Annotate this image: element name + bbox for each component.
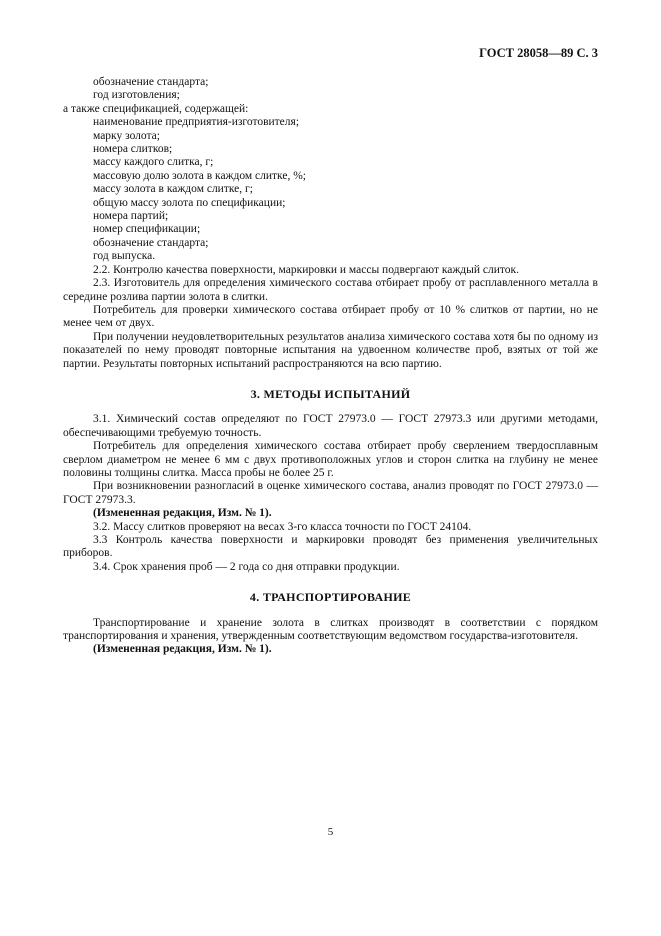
spec-item: массу золота в каждом слитке, г; [93, 183, 253, 196]
spec-item: год выпуска. [93, 250, 156, 263]
spec-item: номера слитков; [93, 143, 173, 156]
spec-item: номера партий; [93, 210, 169, 223]
paragraph-3-2: 3.2. Массу слитков проверяют на весах 3-го класса точности по ГОСТ 24104. [93, 520, 472, 533]
paragraph-2-2: 2.2. Контролю качества поверхности, маркировки и массы подвергают каждый слиток. [93, 263, 519, 276]
paragraph-drilling: Потребитель для определения химического состава отбирает пробу сверлением твердосплавным сверлом диаметром не менее 6 мм с двух противоположных углов и сторон слитка на глубину не менее половины толщины слитка. Масса пробы не более 25 г. [63, 440, 598, 479]
spec-item: обозначение стандарта; [93, 236, 209, 249]
paragraph-2-3: 2.3. Изготовитель для определения химического состава отбирает пробу от расплавленного металла в середине розлива партии золота в слитки. [63, 277, 598, 303]
document-body [63, 76, 598, 657]
section-title-test-methods: 3. МЕТОДЫ ИСПЫТАНИЙ [250, 386, 411, 401]
spec-item: наименование предприятия-изготовителя; [93, 116, 300, 129]
paragraph-disagreement: При возникновении разногласий в оценке химического состава, анализ проводят по ГОСТ 27973.0 — ГОСТ 27973.3. [63, 480, 598, 506]
paragraph-transportation: Транспортирование и хранение золота в слитках производят в соответствии с порядком транспортирования и хранения, утвержденным соответствующим ведомством государства-изготовителя. [63, 616, 598, 643]
spec-item: марку золота; [93, 129, 160, 142]
spec-item: номер спецификации; [93, 223, 201, 236]
paragraph-3-4: 3.4. Срок хранения проб — 2 года со дня отправки продукции. [93, 560, 400, 573]
paragraph-retest: При получении неудовлетворительных результатов анализа химического состава хотя бы по одному из показателей по нему проводят повторные испытания на удвоенном количестве проб, взятых от той же партии. Результаты повторных испытаний распространяются на всю партию. [63, 330, 598, 370]
list-item: год изготовления; [93, 89, 180, 102]
spec-intro: а также спецификацией, содержащей: [63, 102, 249, 115]
amendment-note: (Измененная редакция, Изм. № 1). [93, 643, 272, 656]
page-number: 5 [327, 826, 334, 838]
paragraph-3-3: 3.3 Контроль качества поверхности и маркировки проводят без применения увеличительных приборов. [63, 534, 598, 560]
section-title-transportation: 4. ТРАНСПОРТИРОВАНИЕ [249, 590, 412, 605]
spec-item: массовую долю золота в каждом слитке, %; [93, 169, 306, 182]
spec-item: общую массу золота по спецификации; [93, 196, 286, 209]
spec-item: массу каждого слитка, г; [93, 156, 214, 169]
page-header: ГОСТ 28058—89 С. 3 [479, 46, 598, 60]
paragraph-3-1: 3.1. Химический состав определяют по ГОСТ 27973.0 — ГОСТ 27973.3 или другими методами, обеспечивающими требуемую точность. [63, 413, 598, 439]
list-item: обозначение стандарта; [93, 76, 209, 88]
paragraph-consumer-sampling: Потребитель для проверки химического состава отбирает пробу от 10 % слитков от партии, но не менее чем от двух. [63, 303, 598, 330]
amendment-note: (Измененная редакция, Изм. № 1). [93, 507, 272, 520]
